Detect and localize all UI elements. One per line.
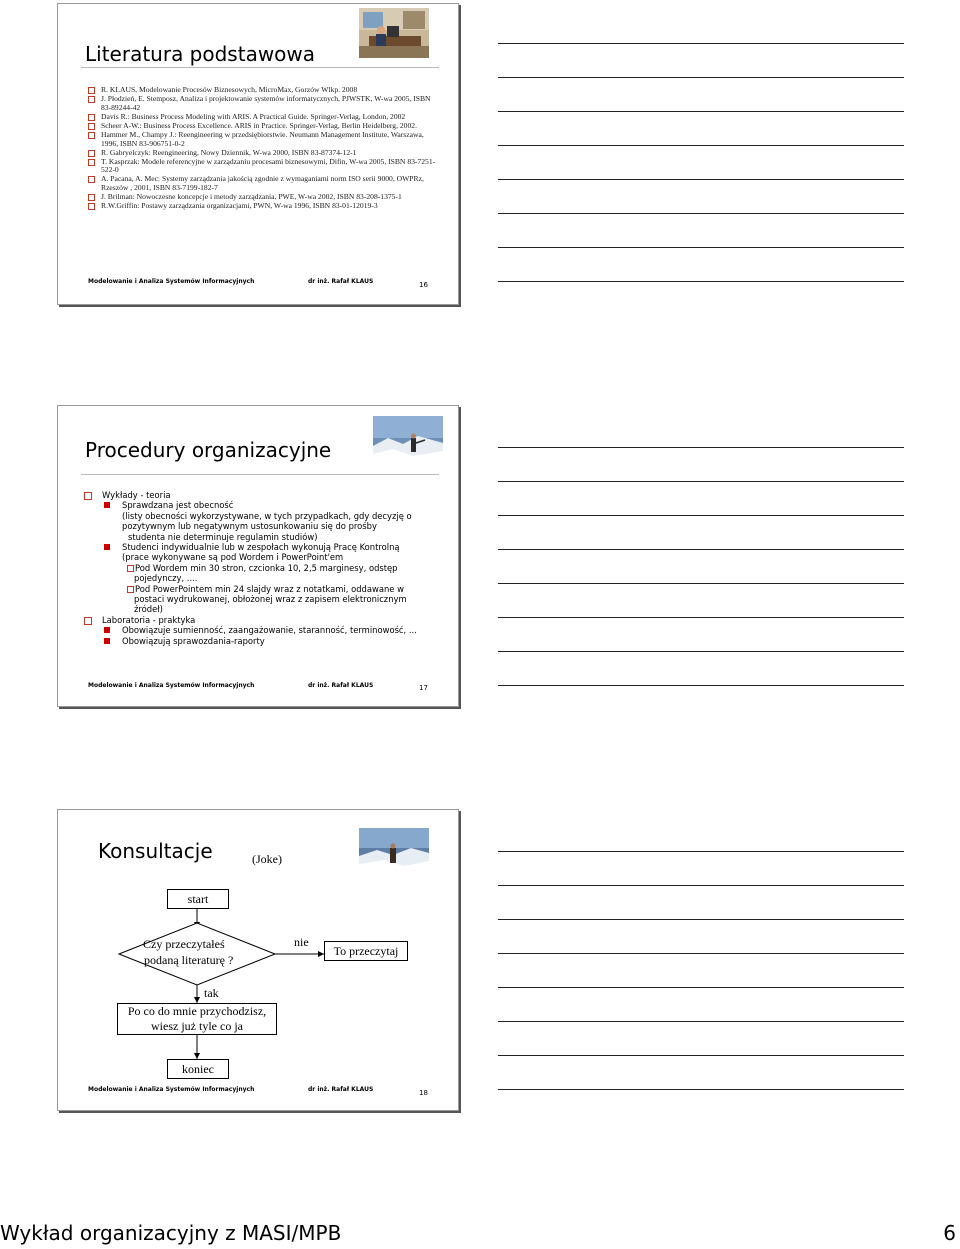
yes-label: tak [204, 986, 219, 1000]
bullet-text: pojedynczy, .... [134, 573, 198, 584]
reference-item: R. KLAUS, Modelowanie Procesów Biznesowych, MicroMax, Gorzów Wlkp. 2008 [88, 86, 440, 95]
decision-line-2: podaną literaturę ? [144, 953, 234, 967]
footer-course: Modelowanie i Analiza Systemów Informacyjnych [88, 278, 255, 285]
slide-title: Literatura podstawowa [85, 42, 316, 66]
reference-item: Davis R.: Business Process Modeling with ARIS. A Practical Guide. Springer-Verlag, London, 2002 [88, 113, 440, 122]
reference-item: J. Płodzień, E. Stemposz, Analiza i projektowanie systemów informatycznych, PJWSTK, W-wa 2005, ISBN 83-89244-42 [88, 95, 440, 112]
end-box: koniec [167, 1059, 229, 1079]
bullet-text: Pod PowerPointem min 24 slajdy wraz z notatkami, oddawane w [135, 583, 404, 594]
footer-author: dr inż. Rafał KLAUS [308, 682, 374, 689]
bullet-list [82, 490, 452, 646]
footer-author: dr inż. Rafał KLAUS [308, 1086, 374, 1093]
bullet-text: studenta nie determinuje regulamin studiów) [128, 531, 318, 542]
footer-course: Modelowanie i Analiza Systemów Informacyjnych [88, 1086, 255, 1093]
document-footer-title: Wykład organizacyjny z MASI/MPB [0, 1221, 342, 1245]
reference-item: Hammer M., Champy J.: Reengineering w przedsiębiorstwie. Neumann Management Institute, Warszawa, 1996, ISBN 83-906751-0-2 [88, 131, 440, 148]
document-page-number: 6 [943, 1221, 956, 1245]
bullet-text: postaci wydrukowanej, obłożonej wraz z zapisem elektronicznym [134, 594, 407, 605]
reference-item: Scheer A-W.: Business Process Excellence. ARIS in Practice. Springer-Verlag, Berlin Heidelberg, 2002. [88, 122, 440, 131]
title-rule [81, 67, 439, 68]
start-box: start [167, 889, 229, 909]
footer-course: Modelowanie i Analiza Systemów Informacyjnych [88, 682, 255, 689]
slide-procedury [57, 405, 459, 707]
decision-line-1: Czy przeczytałeś [143, 937, 225, 951]
joke-label: (Joke) [252, 852, 282, 866]
slide-number: 17 [419, 684, 428, 692]
reference-item: T. Kasprzak: Modele referencyjne w zarządzaniu procesami biznesowymi, Difin, W-wa 2005, ISBN 83-7251-522-0 [88, 158, 440, 175]
bullet-labs: Laboratoria - praktyka [82, 615, 452, 625]
reference-item: J. Brilman: Nowoczesne koncepcje i metody zarządzania, PWE, W-wa 2002, ISBN 83-208-1375-1 [88, 193, 440, 202]
bullet-text: (prace wykonywane są pod Wordem i PowerPoint'em [122, 552, 344, 563]
reference-item: R. Gabryelczyk: Reengineering, Nowy Dziennik, W-wa 2000, ISBN 83-87374-12-1 [88, 149, 440, 158]
bullet-text: źródeł) [134, 604, 163, 615]
bullet-word [82, 563, 452, 573]
bullet-text: Pod Wordem min 30 stron, czcionka 10, 2,5 marginesy, odstęp [135, 562, 398, 573]
reference-item: R.W.Griffin: Postawy zarządzania organizacjami, PWN, W-wa 1996, ISBN 83-01-12019-3 [88, 202, 440, 211]
result-line-1: Po co do mnie przychodzisz, [127, 1004, 267, 1018]
bullet-text: (listy obecności wykorzystywane, w tych przypadkach, gdy decyzję o [122, 510, 412, 521]
mountain-photo [373, 416, 443, 470]
office-photo [359, 8, 429, 58]
no-label: nie [294, 935, 309, 949]
bullet-attendance: Sprawdzana jest obecność [82, 500, 452, 510]
slide-number: 16 [419, 281, 428, 289]
bullet-powerpoint [82, 584, 452, 594]
checkbox-icon [127, 565, 134, 572]
slide-number: 18 [419, 1089, 428, 1097]
bullet-control-work: Studenci indywidualnie lub w zespołach wykonują Pracę Kontrolną [82, 542, 452, 552]
bullet-lectures: Wykłady - teoria [82, 490, 452, 500]
footer-author: dr inż. Rafał KLAUS [308, 278, 374, 285]
bullet-text: pozytywnym lub negatywnym ustosunkowaniu się do prośby [122, 521, 377, 532]
slide-title: Procedury organizacyjne [85, 438, 332, 462]
slide-title: Konsultacje [98, 839, 213, 863]
read-it-box: To przeczytaj [324, 941, 408, 961]
bullet-reports: Obowiązują sprawozdania-raporty [82, 636, 452, 646]
title-rule [81, 474, 439, 475]
slide-literatura [57, 3, 459, 305]
reference-item: A. Pacana, A. Mec: Systemy zarządzania jakością zgodnie z wymaganiami norm ISO serii 9000, OWPRz, Rzeszów , 2001, ISBN 83-7199-182-7 [88, 175, 440, 192]
reference-list [88, 86, 440, 211]
bullet-diligence: Obowiązuje sumienność, zaangażowanie, staranność, terminowość, ... [82, 625, 452, 635]
slide-konsultacje [57, 809, 459, 1111]
result-line-2: wiesz już tyle co ja [151, 1019, 243, 1033]
result-box [117, 1003, 277, 1035]
checkbox-icon [127, 586, 134, 593]
